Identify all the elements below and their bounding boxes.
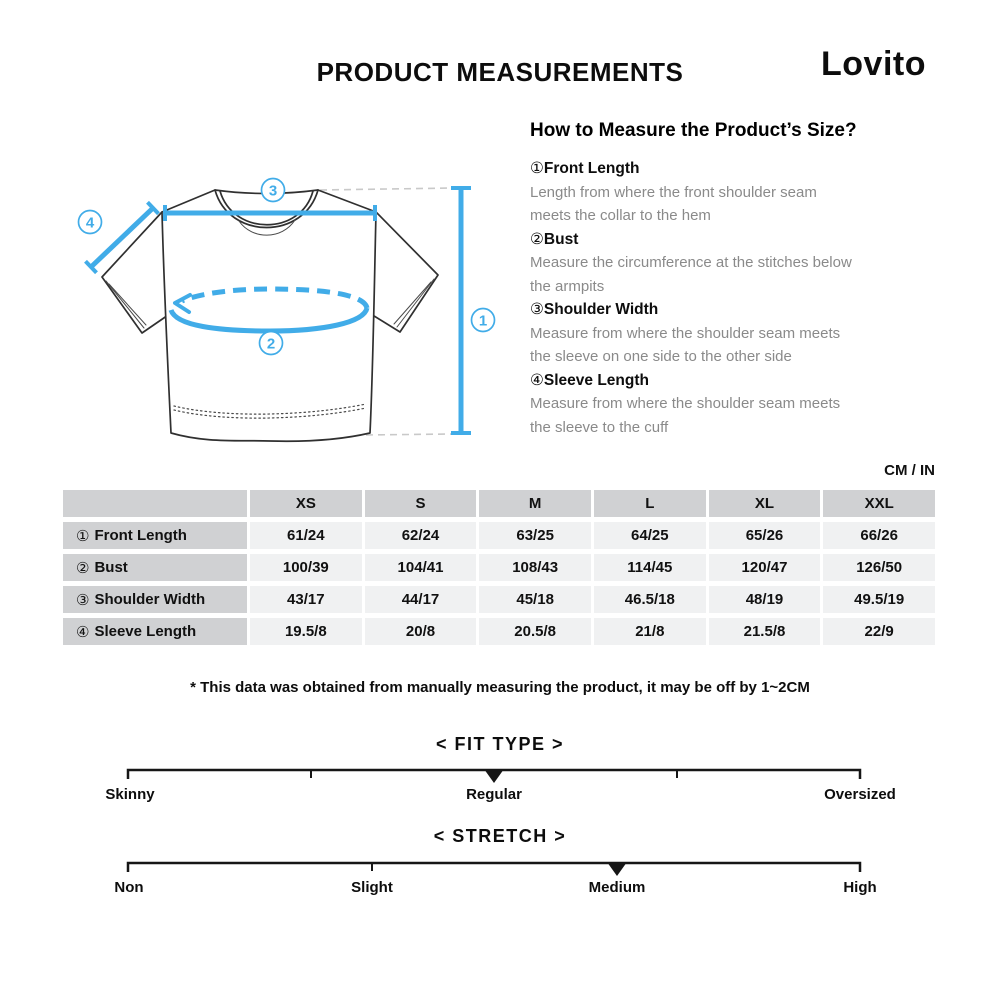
stretch-marker-icon	[607, 862, 627, 876]
fit-type-label-oversized: Oversized	[824, 786, 896, 803]
size-col-header: S	[365, 490, 477, 517]
table-value: 19.5/8	[250, 618, 362, 645]
stretch-label-high: High	[843, 879, 877, 896]
circled-number-2: ②	[530, 229, 544, 248]
callout-1	[472, 309, 495, 332]
callout-2	[260, 332, 283, 355]
measure-item-sleeve-length: ④Sleeve Length	[530, 370, 649, 389]
tshirt-outline	[102, 190, 438, 441]
size-col-header: L	[594, 490, 706, 517]
size-col-header: XL	[709, 490, 821, 517]
measure-item-desc: Length from where the front shoulder seam	[530, 183, 817, 201]
how-to-measure-section	[530, 120, 950, 439]
how-to-title: How to Measure the Product’s Size?	[530, 120, 857, 141]
table-value: 126/50	[823, 554, 935, 581]
table-value: 20.5/8	[479, 618, 591, 645]
guide-dashed-top	[320, 188, 454, 190]
table-value: 62/24	[365, 522, 477, 549]
table-value: 21.5/8	[709, 618, 821, 645]
svg-text:4: 4	[85, 214, 95, 232]
callout-4	[79, 211, 102, 234]
units-label: CM / IN	[884, 462, 935, 479]
row-label-shoulder-width: ③ Shoulder Width	[63, 586, 247, 613]
measure-item-desc: Measure from where the shoulder seam meets	[530, 395, 841, 412]
measure-item-front-length: ①Front Length	[530, 159, 640, 177]
row-label-front-length: ① Front Length	[63, 522, 247, 549]
row-label-bust: ② Bust	[63, 554, 247, 581]
fit-type-label-skinny: Skinny	[105, 786, 155, 803]
table-value: 63/25	[479, 522, 591, 549]
callout-3	[262, 179, 285, 202]
brand-logo: Lovito	[821, 45, 926, 83]
stretch-label-medium: Medium	[588, 879, 646, 896]
table-value: 65/26	[709, 522, 821, 549]
table-value: 20/8	[365, 618, 477, 645]
table-value: 45/18	[479, 586, 591, 613]
stretch-label-non: Non	[114, 879, 144, 896]
size-col-header: M	[479, 490, 591, 517]
table-value: 66/26	[823, 522, 935, 549]
fit-type-title: < FIT TYPE >	[435, 734, 565, 754]
table-value: 104/41	[365, 554, 477, 581]
table-value: 46.5/18	[594, 586, 706, 613]
stretch-label-slight: Slight	[351, 879, 393, 896]
table-value: 22/9	[823, 618, 935, 645]
table-value: 108/43	[479, 554, 591, 581]
svg-text:3: 3	[268, 182, 278, 200]
fit-type-label-regular: Regular	[466, 786, 522, 803]
measure-item-desc: Measure from where the shoulder seam meets	[530, 324, 841, 342]
table-value: 49.5/19	[823, 586, 935, 613]
measure-item-desc: meets the collar to the hem	[530, 207, 711, 224]
size-col-header: XS	[250, 490, 362, 517]
circled-number-3: ③	[530, 300, 544, 318]
svg-text:2: 2	[266, 335, 276, 353]
size-table	[63, 490, 935, 645]
measure-item-bust: ②Bust	[530, 229, 579, 248]
page-title: PRODUCT MEASUREMENTS	[316, 57, 684, 87]
fit-type-marker-icon	[484, 769, 504, 783]
svg-text:1: 1	[478, 312, 488, 330]
table-value: 48/19	[709, 586, 821, 613]
table-value: 120/47	[709, 554, 821, 581]
table-value: 43/17	[250, 586, 362, 613]
table-value: 114/45	[594, 554, 706, 581]
measure-item-shoulder-width: ③Shoulder Width	[530, 300, 659, 318]
table-corner-cell	[63, 490, 247, 517]
row-label-sleeve-length: ④ Sleeve Length	[63, 618, 247, 645]
measure-item-desc: the sleeve on one side to the other side	[530, 348, 792, 365]
disclaimer-note: * This data was obtained from manually measuring the product, it may be off by 1~2CM	[190, 679, 810, 696]
measure-item-desc: Measure the circumference at the stitches below	[530, 254, 852, 271]
measure-item-desc: the armpits	[530, 277, 605, 295]
table-value: 21/8	[594, 618, 706, 645]
circled-number-4: ④	[530, 370, 544, 389]
size-col-header: XXL	[823, 490, 935, 517]
stretch-title: < STRETCH >	[433, 826, 567, 846]
circled-number-1: ①	[530, 159, 544, 177]
table-value: 100/39	[250, 554, 362, 581]
table-value: 64/25	[594, 522, 706, 549]
table-value: 61/24	[250, 522, 362, 549]
table-value: 44/17	[365, 586, 477, 613]
measure-item-desc: the sleeve to the cuff	[530, 418, 669, 436]
tshirt-diagram	[58, 150, 520, 470]
